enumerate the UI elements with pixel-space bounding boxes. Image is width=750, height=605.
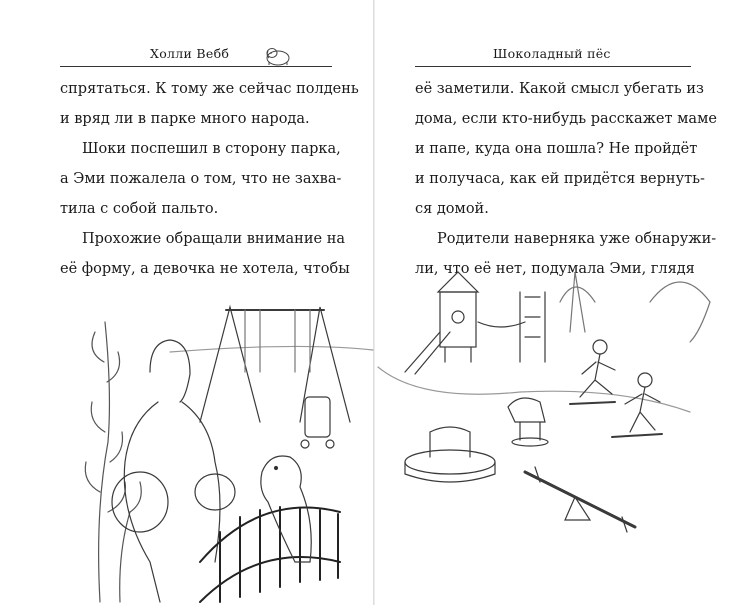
left-header-rule [60,66,332,67]
left-page-text [60,74,359,284]
climbing-tower [405,272,545,374]
text-line: спрятаться. К тому же сейчас полдень [60,81,359,97]
right-running-header: Шоколадный пёс [493,46,611,61]
text-line: и вряд ли в парке много народа. [60,111,310,127]
text-line: и получаса, как ей придётся вернуть- [415,171,705,187]
bushes-left [85,322,141,602]
text-line: Шоки поспешил в сторону парка, [82,141,341,157]
left-running-header: Холли Вебб [150,46,230,61]
fence [200,507,340,602]
roundabout [405,427,495,482]
text-line: её заметили. Какой смысл убегать из [415,81,704,97]
text-line: ли, что её нет, подумала Эми, глядя [415,261,695,277]
right-page-text [415,74,717,284]
text-line: ся домой. [415,201,489,217]
stroller [301,397,334,448]
girl-figure [112,340,235,602]
swing-set [200,307,350,422]
text-line: её форму, а девочка не хотела, чтобы [60,261,350,277]
right-header-rule [415,66,691,67]
text-line: Родители наверняка уже обнаружи- [437,231,717,247]
puppy-ornament-icon [263,44,293,66]
text-line: тила с собой пальто. [60,201,219,217]
text-line: Прохожие обращали внимание на [82,231,345,247]
trees-right [560,272,710,342]
park-playground-illustration [0,262,750,605]
text-line: и папе, куда она пошла? Не пройдёт [415,141,698,157]
spring-rider [508,398,548,446]
text-line: дома, если кто-нибудь расскажет маме [415,111,717,127]
skateboarder-2 [612,373,662,437]
seesaw [525,467,635,532]
text-line: а Эми пожалела о том, что не захва- [60,171,342,187]
